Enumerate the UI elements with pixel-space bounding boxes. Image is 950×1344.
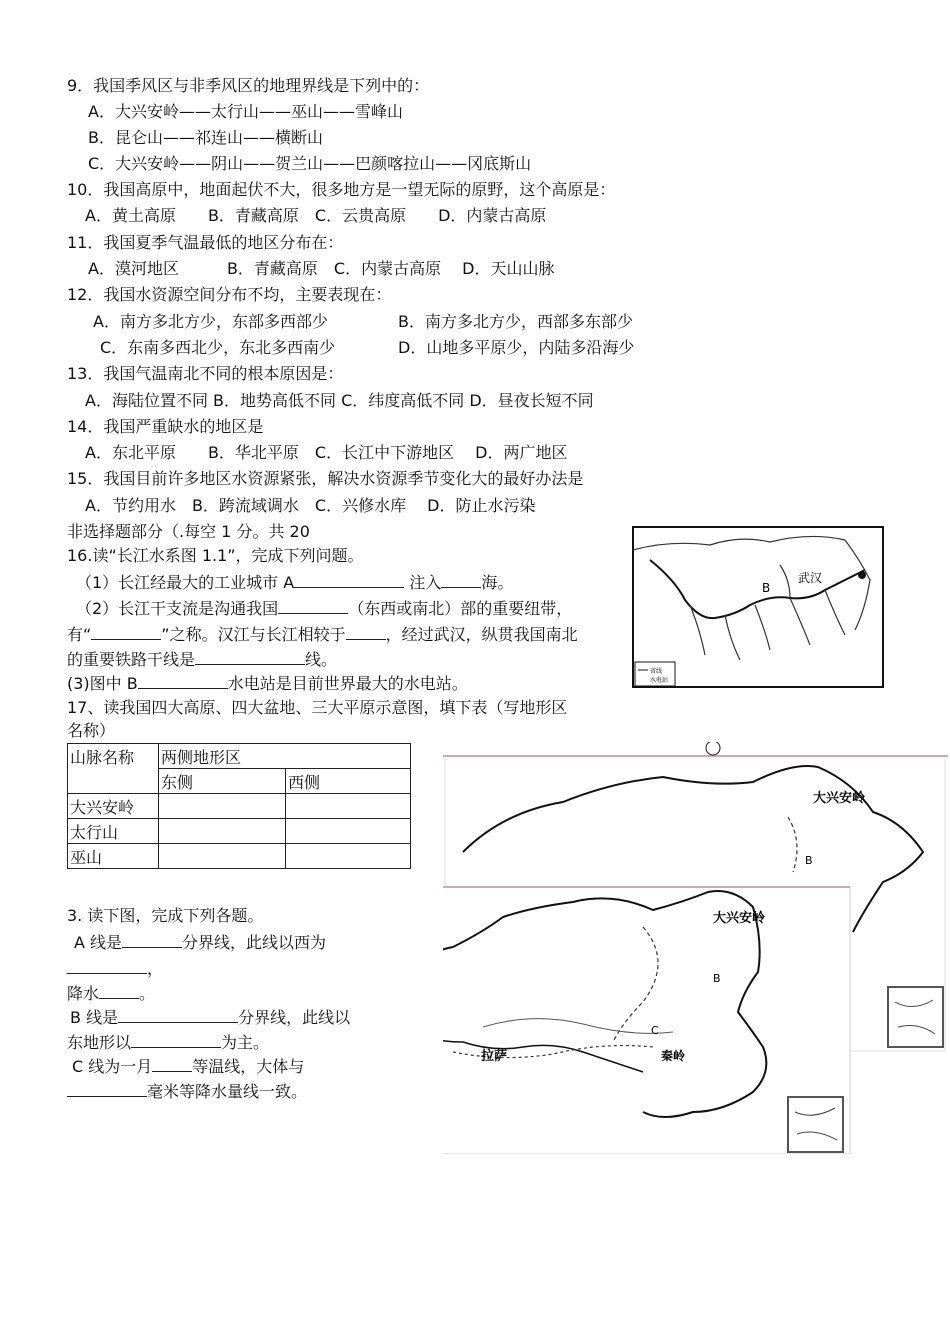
q3-b-text-3: 东地形以: [67, 1033, 132, 1052]
q3-b-line2: [67, 1031, 269, 1054]
q12-option-b: B．南方多北方少，西部多东部少: [398, 312, 633, 331]
q9-stem: 9．我国季风区与非季风区的地理界线是下列中的：: [67, 76, 430, 95]
q13-options: A．海陆位置不同 B．地势高低不同 C．纬度高低不同 D．昼夜长短不同: [85, 391, 594, 410]
q16-blank-hanjiang[interactable]: [346, 623, 386, 640]
q11-stem: 11．我国夏季气温最低的地区分布在：: [67, 233, 344, 252]
q3-c-text-2: 等温线，大体与: [192, 1057, 305, 1076]
q3-c-text-3: 毫米等降水量线一致。: [147, 1082, 308, 1101]
q16-part2-text-a: （2）长江干支流是沟通我国: [76, 599, 279, 618]
table-cell-mountain: 太行山: [68, 819, 159, 844]
q14-options: A．东北平原 B．华北平原 C．长江中下游地区 D．两广地区: [85, 443, 568, 462]
q12-option-d: D．山地多平原少，内陆多沿海少: [398, 338, 635, 357]
q3-blank-a-boundary[interactable]: [122, 931, 182, 948]
front-map-inset: [788, 1097, 843, 1152]
q16-part1-text-b: 注入: [409, 573, 442, 592]
q3-c-text-1: C 线为一月: [72, 1057, 153, 1076]
q16-blank-railway[interactable]: [195, 648, 305, 665]
q16-blank-city[interactable]: [294, 571, 404, 588]
q10-stem: 10．我国高原中，地面起伏不大，很多地方是一望无际的原野，这个高原是：: [67, 180, 616, 199]
q17-stem-1: 17、读我国四大高原、四大盆地、三大平原示意图，填下表（写地形区: [67, 698, 568, 717]
yangtze-river-map: [630, 520, 885, 690]
q3-b-text-4: 为主。: [221, 1033, 270, 1052]
table-row: [68, 844, 411, 869]
map1-legend-2: 水电站: [650, 677, 669, 684]
front-map-label-qinling: 秦岭: [661, 1049, 686, 1063]
q3-a-text-4: 降水: [67, 984, 100, 1003]
q3-a-text-3: ，: [147, 959, 164, 978]
q9-option-b: B．昆仑山——祁连山——横断山: [88, 128, 323, 147]
q3-blank-a-west[interactable]: [67, 957, 147, 974]
table-cell-mountain: 大兴安岭: [68, 794, 159, 819]
table-cell-east-input[interactable]: [159, 819, 286, 844]
section-title: 非选择题部分（.每空 1 分。共 20: [67, 522, 310, 541]
q3-a-text-1: A 线是: [74, 933, 123, 952]
table-header-east: 东侧: [159, 769, 286, 794]
q15-options: A．节约用水 B．跨流域调水 C．兴修水库 D．防止水污染: [85, 496, 536, 515]
terrain-table: [67, 743, 411, 869]
front-map-label-c: C: [651, 1024, 659, 1037]
q3-a-line3: [67, 982, 155, 1005]
q3-a-text-5: 。: [139, 984, 156, 1003]
back-map-circle-mark: [706, 742, 720, 755]
table-row: [68, 819, 411, 844]
table-cell-west-input[interactable]: [286, 794, 411, 819]
china-terrain-map: [443, 742, 948, 1154]
table-cell-east-input[interactable]: [159, 844, 286, 869]
table-cell-mountain: 巫山: [68, 844, 159, 869]
q16-part2-text-b: （东西或南北）部的重要纽带，: [348, 599, 573, 618]
q16-part2-line3: [67, 648, 337, 671]
map1-city-marker: [858, 571, 866, 579]
q3-blank-c-precip[interactable]: [67, 1080, 147, 1097]
q3-blank-b-boundary[interactable]: [118, 1006, 238, 1023]
front-map-label-daxinganling: 大兴安岭: [713, 911, 766, 926]
back-map-label-b: B: [805, 854, 813, 867]
q3-a-line1: [74, 931, 326, 954]
q3-b-text-1: B 线是: [70, 1008, 119, 1027]
q16-part3-text-a: (3)图中 B: [67, 674, 138, 693]
table-header-mountain: 山脉名称: [68, 744, 159, 794]
q11-options: A．漠河地区 B．青藏高原 C．内蒙古高原 D．天山山脉: [88, 259, 555, 278]
q12-option-a: A．南方多北方少，东部多西部少: [93, 312, 328, 331]
table-header-west: 西侧: [286, 769, 411, 794]
table-header-sides: 两侧地形区: [159, 744, 411, 769]
q16-part2-text-g: 线。: [305, 650, 338, 669]
q16-part2-text-e: ，经过武汉，纵贯我国南北: [385, 625, 578, 644]
back-map-inset: [888, 987, 943, 1047]
front-map-label-lasa: 拉萨: [481, 1049, 508, 1064]
table-cell-west-input[interactable]: [286, 819, 411, 844]
map1-legend-1: 省线: [650, 668, 663, 675]
q16-part3-text-b: 水电站是目前世界最大的水电站。: [227, 674, 468, 693]
q16-part2-text-f: 的重要铁路干线是: [67, 650, 196, 669]
table-cell-west-input[interactable]: [286, 844, 411, 869]
q3-stem: 3. 读下图，完成下列各题。: [67, 906, 264, 925]
q16-part1-text-c: 海。: [481, 573, 514, 592]
q10-options: A．黄土高原 B．青藏高原 C．云贵高原 D．内蒙古高原: [85, 206, 547, 225]
q16-part2-text-d: ”之称。汉江与长江相较于: [161, 625, 346, 644]
q3-a-line2: [67, 957, 163, 980]
q14-stem: 14．我国严重缺水的地区是: [67, 417, 264, 436]
map1-label-wuhan: 武汉: [798, 571, 823, 585]
q16-part1: [76, 571, 513, 594]
q16-part2-line2: [67, 623, 578, 646]
q16-blank-station[interactable]: [138, 672, 228, 689]
q9-option-c: C．大兴安岭——阴山——贺兰山——巴颜喀拉山——冈底斯山: [88, 154, 532, 173]
q16-part2-text-c: 有“: [67, 625, 92, 644]
q16-part1-text-a: （1）长江经最大的工业城市 A: [76, 573, 295, 592]
back-map-label-1: 大兴安岭: [813, 791, 866, 806]
q3-b-line1: [70, 1006, 350, 1029]
q16-part3: [67, 672, 468, 695]
q3-a-text-2: 分界线，此线以西为: [182, 933, 327, 952]
q15-stem: 15．我国目前许多地区水资源紧张，解决水资源季节变化大的最好办法是: [67, 469, 584, 488]
q12-option-c: C．东南多西北少，东北多西南少: [100, 338, 336, 357]
q3-c-line1: [72, 1055, 304, 1078]
front-map-label-b: B: [713, 972, 721, 985]
q3-blank-b-terrain[interactable]: [131, 1031, 221, 1048]
q3-blank-a-precip[interactable]: [99, 982, 139, 999]
q13-stem: 13．我国气温南北不同的根本原因是：: [67, 364, 344, 383]
q9-option-a: A．大兴安岭——太行山——巫山——雪峰山: [88, 102, 403, 121]
q3-b-text-2: 分界线，此线以: [238, 1008, 351, 1027]
q16-blank-nickname[interactable]: [91, 623, 161, 640]
q16-stem: 16.读“长江水系图 1.1”，完成下列问题。: [67, 546, 364, 565]
q17-stem-2: 名称）: [67, 721, 116, 740]
q16-blank-sea[interactable]: [441, 571, 481, 588]
q3-c-line2: [67, 1080, 307, 1103]
table-row: [68, 794, 411, 819]
q12-stem: 12．我国水资源空间分布不均，主要表现在：: [67, 285, 392, 304]
table-cell-east-input[interactable]: [159, 794, 286, 819]
q16-part2-line1: [76, 597, 572, 620]
q16-blank-direction[interactable]: [278, 597, 348, 614]
q3-blank-c-isotherm[interactable]: [152, 1055, 192, 1072]
map1-label-b: B: [762, 581, 771, 595]
